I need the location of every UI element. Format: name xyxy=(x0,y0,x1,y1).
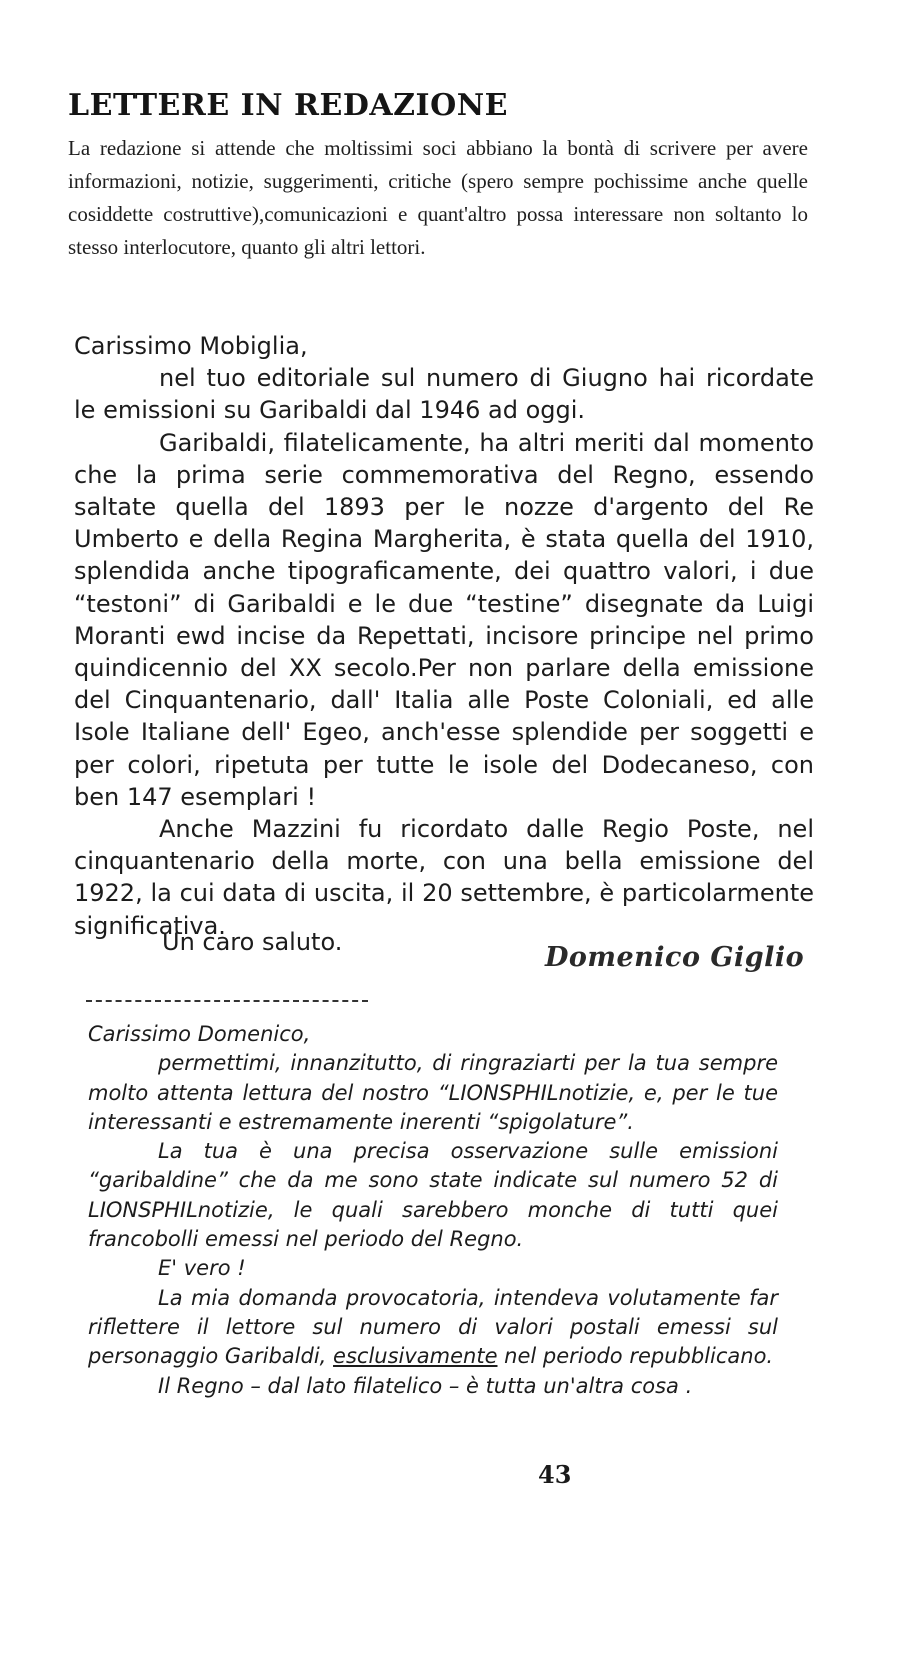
letter-paragraph: nel tuo editoriale sul numero di Giugno hai ricordate le emissioni su Garibaldi dal 1946 ad oggi. xyxy=(74,364,814,425)
reply-paragraph xyxy=(88,1284,778,1372)
letter-paragraph: Anche Mazzini fu ricordato dalle Regio Poste, nel cinquantenario della morte, con una bella emissione del 1922, la cui data di uscita, il 20 settembre, è particolarmente significativa. xyxy=(74,815,814,940)
reply-final-line: Il Regno – dal lato filatelico – è tutta un'altra cosa . xyxy=(158,1373,693,1398)
letter-closing: Un caro saluto. xyxy=(162,928,343,956)
page-number: 43 xyxy=(538,1460,572,1489)
divider xyxy=(86,1000,368,1002)
reply-text: La mia domanda provocatoria, intendeva volutamente far riflettere il lettore sul numero di valori postali emessi sul personaggio Garibaldi, xyxy=(88,1285,778,1369)
reply-paragraph: permettimi, innanzitutto, di ringraziarti per la tua sempre molto attenta lettura del nostro “LIONSPHILnotizie, e, per le tue interessanti e estremamente inerenti “spigolature”. xyxy=(88,1051,778,1134)
letter-salutation: Carissimo Mobiglia, xyxy=(74,332,308,360)
reply-body xyxy=(88,1020,778,1401)
intro-paragraph: La redazione si attende che moltissimi soci abbiano la bontà di scrivere per avere informazioni, notizie, suggerimenti, critiche (spero sempre pochissime anche quelle cosiddette costruttive),comunicazioni e quant'altro possa interessare non soltanto lo stesso interlocutore, quanto gli altri lettori. xyxy=(68,136,808,259)
reply-paragraph: La tua è una precisa osservazione sulle emissioni “garibaldine” che da me sono state indicate sul numero 52 di LIONSPHILnotizie, le quali sarebbero monche di tutti quei francobolli emessi nel periodo del Regno. xyxy=(88,1139,778,1252)
section-title: LETTERE IN REDAZIONE xyxy=(68,88,508,123)
reply-salutation: Carissimo Domenico, xyxy=(88,1022,311,1046)
signature: Domenico Giglio xyxy=(545,942,805,973)
reply-paragraph: E' vero ! xyxy=(158,1256,246,1281)
underlined-word: esclusivamente xyxy=(333,1344,498,1369)
letter-paragraph: Garibaldi, filatelicamente, ha altri meriti dal momento che la prima serie commemorativa del Regno, essendo saltate quella del 1893 per le nozze d'argento del Re Umberto e della Regina Margherita, è stata quella del 1910, splendida anche tipograficamente, dei quattro valori, i due “testoni” di Garibaldi e le due “testine” disegnate da Luigi Moranti ewd incise da Repettati, incisore principe nel primo quindicennio del XX secolo.Per non parlare della emissione del Cinquantenario, dall' Italia alle Poste Coloniali, ed alle Isole Italiane dell' Egeo, anch'esse splendide per soggetti e per colori, ripetuta per tutte le isole del Dodecaneso, con ben 147 esemplari ! xyxy=(74,428,814,811)
letter-body xyxy=(74,330,814,942)
reply-text: nel periodo repubblicano. xyxy=(497,1344,774,1369)
